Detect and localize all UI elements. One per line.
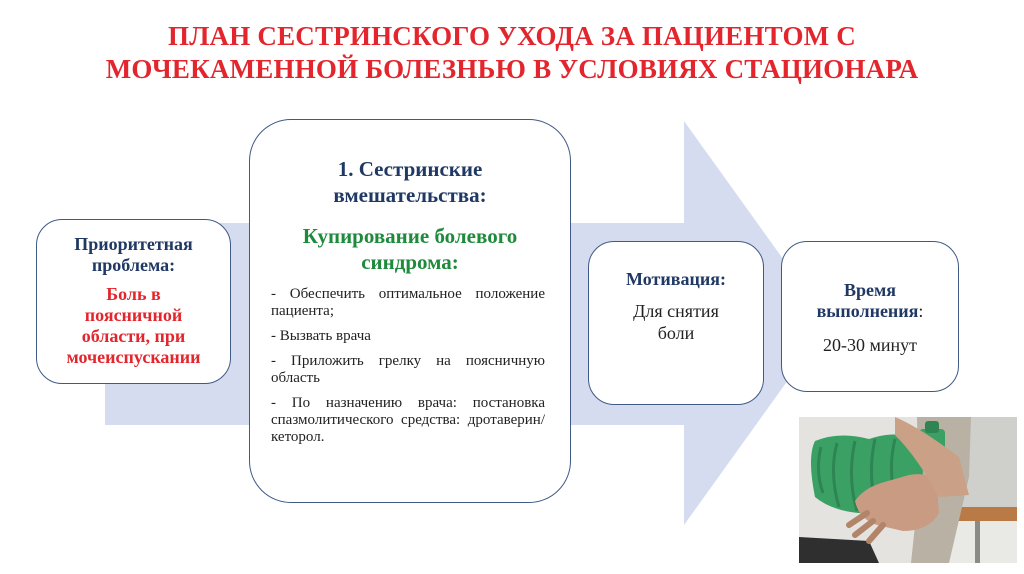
priority-problem-box <box>36 219 231 384</box>
interventions-subheading: Купирование болевого синдрома: <box>302 224 518 274</box>
priority-problem-text: Боль в поясничной области, при мочеиспускании <box>66 284 201 367</box>
interventions-heading: 1. Сестринские вмешательства: <box>333 157 487 207</box>
list-item: - Вызвать врача <box>271 328 371 344</box>
interventions-list <box>271 286 545 454</box>
execution-time-heading: Время выполнения: <box>816 280 924 321</box>
list-item: - Приложить грелку на поясничную область <box>271 353 545 386</box>
priority-problem-heading: Приоритетная проблема: <box>74 234 193 275</box>
execution-time-value: 20-30 минут <box>822 335 918 355</box>
motivation-text: Для снятия боли <box>633 301 719 343</box>
list-item: - По назначению врача: постановка спазмолитического средства: дротаверин/кеторол. <box>271 395 545 445</box>
motivation-heading: Мотивация: <box>626 269 726 289</box>
title-line-1: ПЛАН СЕСТРИНСКОГО УХОДА ЗА ПАЦИЕНТОМ С <box>168 21 856 51</box>
motivation-box <box>588 241 764 405</box>
execution-time-box <box>781 241 959 392</box>
nursing-interventions-box <box>249 119 571 503</box>
title-line-2: МОЧЕКАМЕННОЙ БОЛЕЗНЬЮ В УСЛОВИЯХ СТАЦИОНАРА <box>105 54 919 84</box>
list-item: - Обеспечить оптимальное положение пациента; <box>271 286 545 319</box>
hot-water-bottle-photo <box>799 417 1017 563</box>
